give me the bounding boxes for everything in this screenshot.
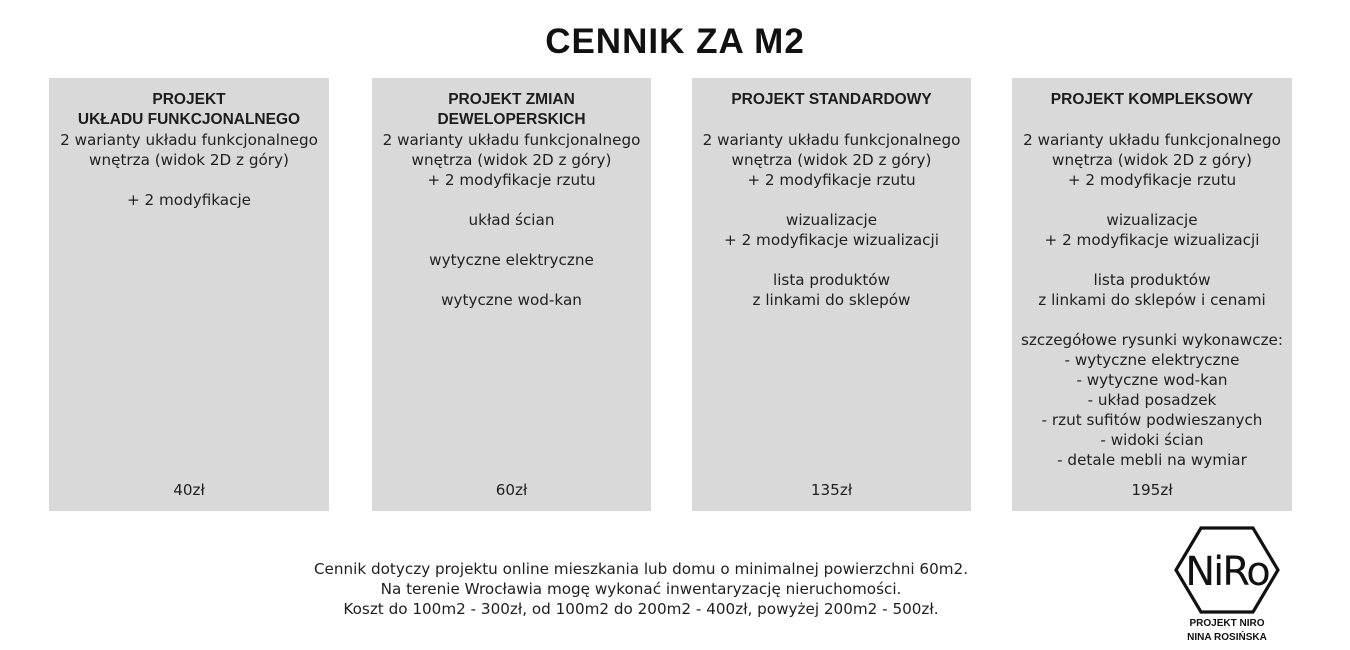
- card-title: PROJEKT UKŁADU FUNKCJONALNEGO: [77, 91, 301, 128]
- card-title: PROJEKT ZMIAN DEWELOPERSKICH: [437, 91, 586, 128]
- pricing-card-developer-changes: [372, 78, 651, 511]
- page-title: CENNIK ZA M2: [545, 22, 805, 61]
- card-price: 40zł: [173, 481, 205, 499]
- card-description: 2 warianty układu funkcjonalnego wnętrza (widok 2D z góry) + 2 modyfikacje rzutu układ ścian wytyczne elektryczne wytyczne wod-kan: [382, 131, 641, 309]
- card-price: 195zł: [1131, 481, 1173, 499]
- card-title: PROJEKT STANDARDOWY: [731, 91, 932, 108]
- pricing-card-standard: [692, 78, 971, 511]
- pricing-card-complete: [1012, 78, 1292, 511]
- footer-note: Cennik dotyczy projektu online mieszkania lub domu o minimalnej powierzchni 60m2. Na terenie Wrocławia mogę wykonać inwentaryzację nieruchomości. Koszt do 100m2 - 300zł, od 100m2 do 200m2 - 400zł, powyżej 200m2 - 500zł.: [313, 560, 969, 618]
- logo-caption: PROJEKT NIRO NINA ROSIŃSKA: [1187, 618, 1267, 643]
- hexagon-logo-icon: [1158, 520, 1296, 620]
- brand-logo: [1158, 520, 1296, 648]
- card-title: PROJEKT KOMPLEKSOWY: [1050, 91, 1254, 108]
- card-description: 2 warianty układu funkcjonalnego wnętrza (widok 2D z góry) + 2 modyfikacje rzutu wizualizacje + 2 modyfikacje wizualizacji lista produktów z linkami do sklepów: [702, 131, 961, 309]
- card-description: 2 warianty układu funkcjonalnego wnętrza (widok 2D z góry) + 2 modyfikacje rzutu wizualizacje + 2 modyfikacje wizualizacji lista produktów z linkami do sklepów i cenami szczegółowe rysunki wykonawcze: - wytyczne elektryczne - wytyczne wod-kan - układ posadzek - rzut sufitów podwieszanych - widoki ścian - detale mebli na wymiar: [1020, 131, 1283, 469]
- card-price: 135zł: [810, 481, 853, 499]
- pricing-card-functional-layout: [49, 78, 329, 511]
- card-price: 60zł: [495, 481, 528, 499]
- logo-monogram: NiRo: [1185, 549, 1269, 595]
- card-description: 2 warianty układu funkcjonalnego wnętrza (widok 2D z góry) + 2 modyfikacje: [60, 131, 318, 209]
